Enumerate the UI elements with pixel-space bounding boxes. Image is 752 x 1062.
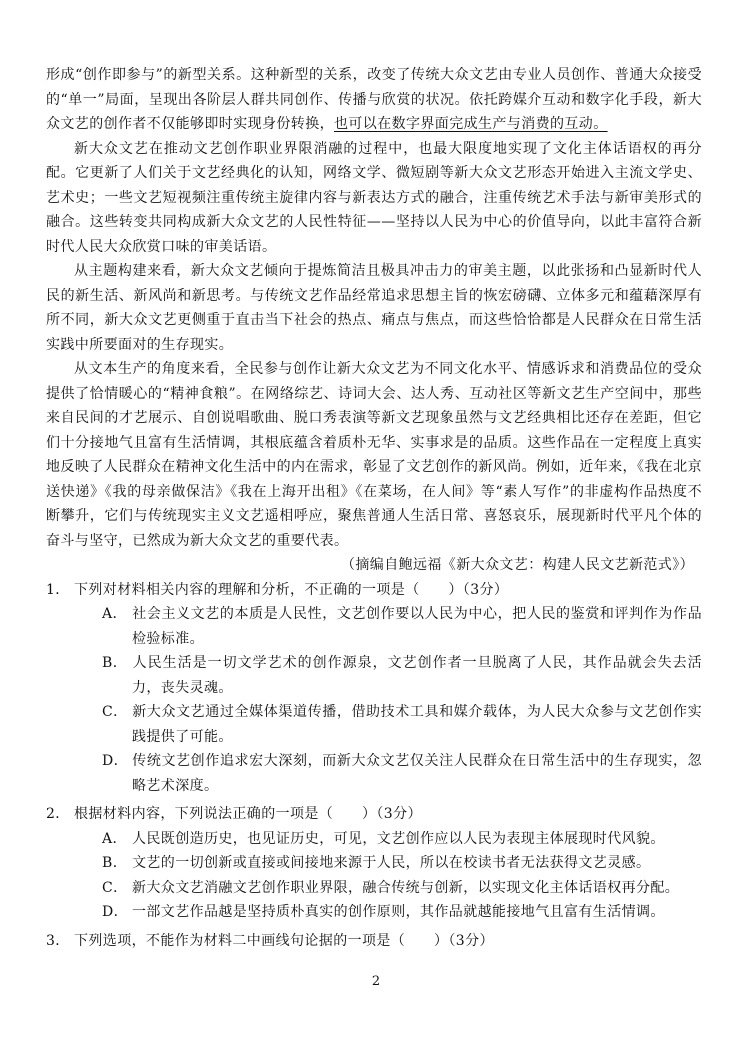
question-number: 3． (46, 932, 70, 949)
option-letter: B． (102, 655, 128, 671)
question-stem (46, 578, 702, 603)
options-list (46, 827, 702, 925)
question-number: 1． (46, 581, 70, 598)
option-c (46, 876, 702, 901)
option-letter: D． (102, 904, 129, 920)
option-text: 社会主义文艺的本质是人民性，文艺创作要以人民为中心，把人民的鉴赏和评判作为作品检验标准。 (132, 606, 702, 647)
option-d (46, 900, 702, 925)
option-d (46, 749, 702, 798)
question-text: 下列选项，不能作为材料二中画线句论据的一项是（ ）（3分） (74, 932, 494, 949)
source-citation: （摘编自鲍远福《新大众文艺：构建人民文艺新范式》） (341, 557, 694, 573)
question-3 (46, 929, 702, 954)
option-text: 文艺的一切创新或直接或间接地来源于人民，所以在校读书者无法获得文艺灵感。 (132, 855, 651, 871)
option-letter: A． (102, 830, 127, 847)
passage-paragraph-3: 从主题构建来看，新大众文艺倾向于提炼简洁且极具冲击力的审美主题，以此张扬和凸显新时代人民的新生活、新风尚和新思考。与传统文艺作品经常追求思想主旨的恢宏磅礴、立体多元和蕴藉深厚有所不同，新大众文艺更侧重于直击当下社会的热点、痛点与焦点，而这些恰恰都是人民群众在日常生活实践中所要面对的生存现实。 (46, 263, 702, 353)
option-text: 传统文艺创作追求宏大深刻，而新大众文艺仅关注人民群众在日常生活中的生存现实，忽略艺术深度。 (132, 753, 702, 794)
option-letter: B． (102, 855, 128, 871)
question-text: 根据材料内容，下列说法正确的一项是（ ）（3分） (74, 806, 422, 822)
option-text: 人民既创造历史，也见证历史，可见，文艺创作应以人民为表现主体展现时代风貌。 (132, 830, 665, 847)
page-number: 2 (371, 974, 381, 989)
option-c (46, 700, 702, 749)
passage-paragraph-4: 从文本生产的角度来看，全民参与创作让新大众文艺为不同文化水平、情感诉求和消费品位的受众提供了恰情暖心的“精神食粮”。在网络综艺、诗词大会、达人秀、互动社区等新文艺生产空间中，那些来自民间的才艺展示、自创说唱歌曲、脱口秀表演等新文艺现象虽然与文艺经典相比还存在差距，但它们十分接地气且富有生活情调，其根底蕴含着质朴无华、实事求是的品质。这些作品在一定程度上真实地反映了人民群众在精神文化生活中的内在需求，彰显了文艺创作的新风尚。例如，近年来，《我在北京送快递》《我的母亲做保洁》《我在上海开出租》《在菜场，在人间》等“素人写作”的非虚构作品热度不断攀升，它们与传统现实主义文艺遥相呼应，聚焦普通人生活日常、喜怒哀乐，展现新时代平凡个体的奋斗与坚守，已然成为新大众文艺的重要代表。 (46, 361, 702, 549)
question-number: 2． (46, 806, 70, 822)
passage-paragraph-2: 新大众文艺在推动文艺创作职业界限消融的过程中，也最大限度地实现了文化主体话语权的再分配。它更新了人们关于文艺经典化的认知，网络文学、微短剧等新大众文艺形态开始进入主流文学史、艺术史；一些文艺短视频注重传统主旋律内容与新表达方式的融合，注重传统艺术手法与新审美形式的融合。这些转变共同构成新大众文艺的人民性特征——坚持以人民为中心的价值导向，以此丰富符合新时代人民大众欣赏口味的审美话语。 (46, 140, 702, 255)
option-text: 新大众文艺通过全媒体渠道传播，借助技术工具和媒介载体，为人民大众参与文艺创作实践提供了可能。 (132, 704, 702, 745)
option-a (46, 602, 702, 651)
question-2 (46, 802, 702, 925)
option-text: 人民生活是一切文学艺术的创作源泉，文艺创作者一旦脱离了人民，其作品就会失去活力，丧失灵魂。 (132, 655, 702, 696)
option-letter: A． (102, 606, 127, 622)
option-b (46, 651, 702, 700)
option-text: 一部文艺作品越是坚持质朴真实的创作原则，其作品就越能接地气且富有生活情调。 (132, 904, 665, 920)
option-letter: C． (102, 879, 128, 896)
option-letter: D． (102, 753, 129, 769)
question-stem (46, 802, 702, 827)
question-1 (46, 578, 702, 799)
option-letter: C． (102, 704, 128, 720)
underlined-sentence: 也可以在数字界面完成生产与消费的互动。 (334, 116, 608, 132)
paragraph-1-text: 形成“创作即参与”的新型关系。这种新型的关系，改变了传统大众文艺由专业人员创作、普通大众接受的“单一”局面，呈现出各阶层人群共同创作、传播与欣赏的状况。依托跨媒介互动和数字化手段，新大众文艺的创作者不仅能够即时实现身份转换， (46, 67, 702, 132)
question-text: 下列对材料相关内容的理解和分析，不正确的一项是（ ）（3分） (74, 581, 509, 598)
option-b (46, 851, 702, 876)
question-stem (46, 929, 702, 954)
option-text: 新大众文艺消融文艺创作职业界限，融合传统与创新，以实现文化主体话语权再分配。 (132, 879, 680, 896)
option-a (46, 827, 702, 852)
passage-paragraph-1 (46, 63, 702, 137)
options-list (46, 602, 702, 798)
